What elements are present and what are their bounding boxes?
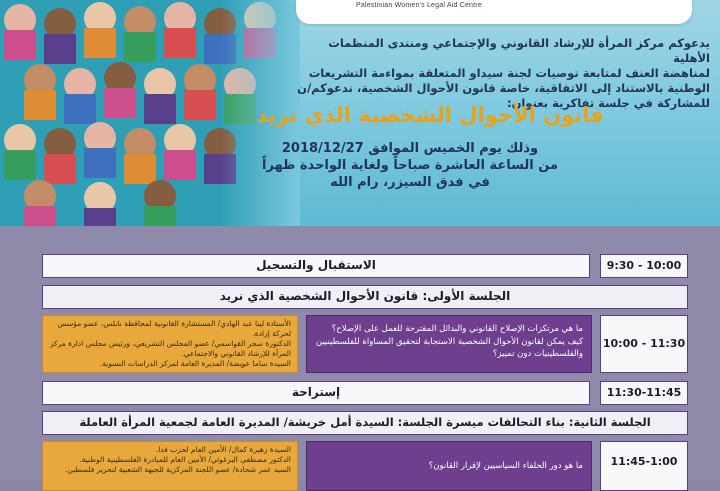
event-time: من الساعة العاشرة صباحاً ولغاية الواحدة ظهراً [261,158,559,173]
session2-speakers-cell [42,441,298,491]
session1-title: الجلسة الأولى: قانون الأحوال الشخصية الذي نريد [219,289,511,303]
session1-questions [307,316,591,364]
session1-speakers [43,316,297,372]
event-location: في فدق السيزر، رام الله [330,175,490,190]
session1-title-cell [42,285,688,309]
session2-speaker: السيدة زهيرة كمال/ الأمين العام لحزب فدا. [155,445,291,454]
session2-time-cell [600,441,688,491]
break-time-cell [600,381,688,405]
session1-time: 10:00 - 11:30 [602,337,686,350]
intro-line: يدعوكم مركز المرأة للإرشاد القانوني والإجتماعي ومنتدى المنظمات الأهلية [328,36,710,65]
break-time: 11:30-11:45 [606,386,682,399]
session1-question: كيف يمكن لقانون الأحوال الشخصية الاستجابة لتحقيق المساواة للفلسطينيين والفلسطينيات دون تمييز؟ [315,337,583,359]
intro-line: لمناهضة العنف لمتابعة توصيات لجنة سيداو المتعلقة بمواءمة التشريعات [308,66,710,80]
event-date: وذلك يوم الخميس الموافق 2018/12/27 [281,141,539,156]
session1-questions-cell [306,315,592,373]
session2-speaker: الدكتور مصطفى البرغوثي/ الأمين العام للمبادرة الفلسطينية الوطنية. [79,455,291,464]
intro-text [290,36,710,111]
session2-question: ما هو دور الحلفاء السياسيين لإقرار القانون؟ [428,461,583,471]
intro-line: للمشاركة في جلسة تفاكرية بعنوان: [507,96,710,110]
session2-questions-cell [306,441,592,491]
session2-title-cell [42,411,688,435]
session2-title: الجلسة الثانية: بناء التحالفات ميسرة الجلسة: السيدة أمل خريشة/ المديرة العامة لجمعية المرأة العاملة [79,415,651,429]
logo-header [296,0,692,24]
intro-line: الوطنية بالاستناد إلى الاتفاقية، خاصة قانون الأحوال الشخصية، ندعوكم/ن [297,81,710,95]
break-label-cell [42,381,590,405]
logo-text: Palestinian Women's Legal Aid Centre [356,2,482,9]
event-date-block [220,140,600,191]
reception-label-cell [42,254,590,278]
event-title: قانون الأحوال الشخصية الذي نريد [256,103,604,127]
session1-speakers-cell [42,315,298,373]
session2-speakers [43,442,297,478]
session2-questions [307,442,591,476]
session1-speaker: الدكتورة سحر القواسمي/ عضو المجلس التشريعي، ورئيس مجلس ادارة مركز المرأة للإرشاد القانوني والاجتماعي. [49,339,291,358]
session1-time-cell [600,315,688,373]
session1-speaker: الأستاذة لينا عبد الهادي/ المستشارة القانونية لمحافظة نابلس، عضو مؤسس لحركة إرادة. [57,319,291,338]
session1-question: ما هي مرتكزات الإصلاح القانوني والبدائل المقترحة للعمل على الإصلاح؟ [331,324,583,334]
session1-speaker: السيدة ساما عويضة/ المديرة العامة لمركز الدراسات النسوية. [99,359,291,368]
reception-label: الاستقبال والتسجيل [256,258,376,272]
break-label: إستراحة [291,385,341,399]
reception-time-cell [600,254,688,278]
session2-time: 11:45-1:00 [610,455,678,468]
session2-speaker: السيد عمر شحادة/ عضو اللجنة المركزية للجبهة الشعبية لتحرير فلسطين. [65,465,291,474]
reception-time: 9:30 - 10:00 [606,259,682,272]
hero-banner [0,0,720,226]
